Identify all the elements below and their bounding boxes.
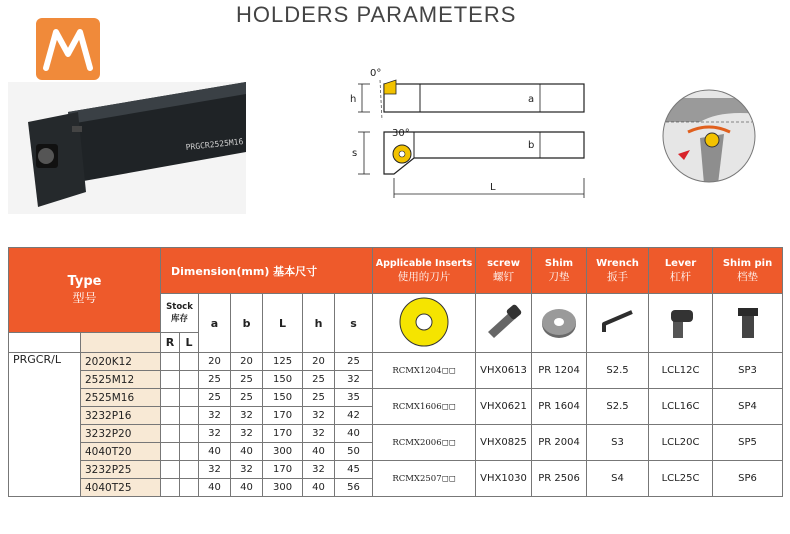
stock-L-cell xyxy=(180,389,199,407)
dim-h-cell: 32 xyxy=(303,425,335,443)
col-s-header: s xyxy=(335,294,373,353)
dim-a-cell: 25 xyxy=(199,389,231,407)
type-blank-2 xyxy=(81,332,161,352)
shim-pin-icon xyxy=(713,294,783,353)
model-cell: 3232P25 xyxy=(81,461,161,479)
holder-drawing xyxy=(340,60,600,202)
logo-mark xyxy=(36,18,100,80)
wrench-icon xyxy=(587,294,649,353)
col-h-header: h xyxy=(303,294,335,353)
wrench-cell: S4 xyxy=(587,461,649,497)
model-cell: 3232P16 xyxy=(81,407,161,425)
screw-icon xyxy=(476,294,532,353)
dim-b-cell: 25 xyxy=(231,371,263,389)
insert-cell: RCMX1204◻◻ xyxy=(373,353,476,389)
dim-a-cell: 40 xyxy=(199,479,231,497)
screw-cell: VHX0613 xyxy=(476,353,532,389)
angle-side-label: 30° xyxy=(392,128,410,139)
dim-a-cell: 40 xyxy=(199,443,231,461)
stock-R-cell xyxy=(161,407,180,425)
screw-cell: VHX0621 xyxy=(476,389,532,425)
dim-s-cell: 32 xyxy=(335,371,373,389)
stock-R-cell xyxy=(161,353,180,371)
stock-R-cell xyxy=(161,479,180,497)
stock-L-cell xyxy=(180,407,199,425)
stock-L-cell xyxy=(180,443,199,461)
stock-L-header: L xyxy=(180,332,199,352)
parameters-table xyxy=(8,247,782,527)
shim-cell: PR 2506 xyxy=(532,461,587,497)
dim-L-cell: 170 xyxy=(263,461,303,479)
stock-L-cell xyxy=(180,461,199,479)
type-blank xyxy=(9,332,81,352)
table-row xyxy=(9,389,783,407)
shim-cell: PR 2004 xyxy=(532,425,587,461)
wrench-cell: S2.5 xyxy=(587,353,649,389)
insert-cell: RCMX2006◻◻ xyxy=(373,425,476,461)
dim-b-cell: 32 xyxy=(231,425,263,443)
dim-a-cell: 20 xyxy=(199,353,231,371)
dim-L-cell: 170 xyxy=(263,425,303,443)
model-cell: 3232P20 xyxy=(81,425,161,443)
dim-b-cell: 32 xyxy=(231,407,263,425)
type-header: Type 型号 xyxy=(9,248,161,333)
shim-pin-header: Shim pin 档垫 xyxy=(713,248,783,294)
lever-header: Lever 杠杆 xyxy=(649,248,713,294)
table-row xyxy=(9,461,783,479)
dim-L-cell: 150 xyxy=(263,389,303,407)
lever-icon xyxy=(649,294,713,353)
table-row xyxy=(9,425,783,443)
wrench-cell: S3 xyxy=(587,425,649,461)
table-row xyxy=(9,353,783,371)
photo-label: PRGCR2525M16 xyxy=(185,136,244,152)
insert-cell: RCMX1606◻◻ xyxy=(373,389,476,425)
inserts-header: Applicable Inserts 使用的刀片 xyxy=(373,248,476,294)
shim-cell: PR 1604 xyxy=(532,389,587,425)
lever-cell: LCL16C xyxy=(649,389,713,425)
dim-h-cell: 32 xyxy=(303,407,335,425)
dim-L-cell: 170 xyxy=(263,407,303,425)
cutting-detail-inset xyxy=(660,88,758,184)
dim-s-cell: 40 xyxy=(335,425,373,443)
page-title: HOLDERS PARAMETERS xyxy=(236,2,517,27)
stock-L-cell xyxy=(180,425,199,443)
dim-a-cell: 32 xyxy=(199,407,231,425)
stock-header: Stock 库存 xyxy=(161,294,199,333)
stock-L-cell xyxy=(180,479,199,497)
shimpin-cell: SP6 xyxy=(713,461,783,497)
dim-a-label: a xyxy=(528,94,535,105)
angle-top-label: 0° xyxy=(370,68,382,79)
series-label: PRGCR/L xyxy=(9,353,81,497)
dim-s-cell: 25 xyxy=(335,353,373,371)
dim-a-cell: 25 xyxy=(199,371,231,389)
screw-cell: VHX1030 xyxy=(476,461,532,497)
wrench-header: Wrench 扳手 xyxy=(587,248,649,294)
shim-cell: PR 1204 xyxy=(532,353,587,389)
dimension-header: Dimension(mm) 基本尺寸 xyxy=(161,248,373,294)
dim-s-cell: 35 xyxy=(335,389,373,407)
shim-header: Shim 刀垫 xyxy=(532,248,587,294)
dim-b-label: b xyxy=(528,140,535,151)
lever-cell: LCL12C xyxy=(649,353,713,389)
shim-icon xyxy=(532,294,587,353)
dim-h-cell: 20 xyxy=(303,353,335,371)
col-a-header: a xyxy=(199,294,231,353)
tool-holder-photo xyxy=(8,82,246,214)
dim-L-cell: 150 xyxy=(263,371,303,389)
dim-s-cell: 42 xyxy=(335,407,373,425)
lever-cell: LCL25C xyxy=(649,461,713,497)
model-cell: 4040T25 xyxy=(81,479,161,497)
stock-R-header: R xyxy=(161,332,180,352)
stock-R-cell xyxy=(161,389,180,407)
screw-cell: VHX0825 xyxy=(476,425,532,461)
dim-a-cell: 32 xyxy=(199,425,231,443)
insert-cell: RCMX2507◻◻ xyxy=(373,461,476,497)
dim-b-cell: 40 xyxy=(231,479,263,497)
dim-s-cell: 56 xyxy=(335,479,373,497)
dim-b-cell: 20 xyxy=(231,353,263,371)
dim-h-cell: 25 xyxy=(303,389,335,407)
dim-s-cell: 50 xyxy=(335,443,373,461)
dim-b-cell: 40 xyxy=(231,443,263,461)
stock-R-cell xyxy=(161,443,180,461)
dim-h-cell: 40 xyxy=(303,443,335,461)
insert-image xyxy=(373,294,476,353)
dim-h-label: h xyxy=(350,94,357,105)
model-cell: 4040T20 xyxy=(81,443,161,461)
model-cell: 2525M12 xyxy=(81,371,161,389)
col-L-header: L xyxy=(263,294,303,353)
stock-R-cell xyxy=(161,425,180,443)
dim-a-cell: 32 xyxy=(199,461,231,479)
lever-cell: LCL20C xyxy=(649,425,713,461)
dim-L-cell: 300 xyxy=(263,443,303,461)
dim-L-cell: 125 xyxy=(263,353,303,371)
dim-b-cell: 25 xyxy=(231,389,263,407)
stock-L-cell xyxy=(180,353,199,371)
model-cell: 2525M16 xyxy=(81,389,161,407)
dim-L-cell: 300 xyxy=(263,479,303,497)
model-cell: 2020K12 xyxy=(81,353,161,371)
dim-b-cell: 32 xyxy=(231,461,263,479)
shimpin-cell: SP4 xyxy=(713,389,783,425)
dim-s-cell: 45 xyxy=(335,461,373,479)
dim-h-cell: 25 xyxy=(303,371,335,389)
screw-header: screw 螺钉 xyxy=(476,248,532,294)
dim-h-cell: 40 xyxy=(303,479,335,497)
dim-h-cell: 32 xyxy=(303,461,335,479)
stock-L-cell xyxy=(180,371,199,389)
shimpin-cell: SP3 xyxy=(713,353,783,389)
dim-L-label: L xyxy=(490,182,496,193)
stock-R-cell xyxy=(161,371,180,389)
dim-s-label: s xyxy=(352,148,358,159)
stock-R-cell xyxy=(161,461,180,479)
col-b-header: b xyxy=(231,294,263,353)
shimpin-cell: SP5 xyxy=(713,425,783,461)
wrench-cell: S2.5 xyxy=(587,389,649,425)
